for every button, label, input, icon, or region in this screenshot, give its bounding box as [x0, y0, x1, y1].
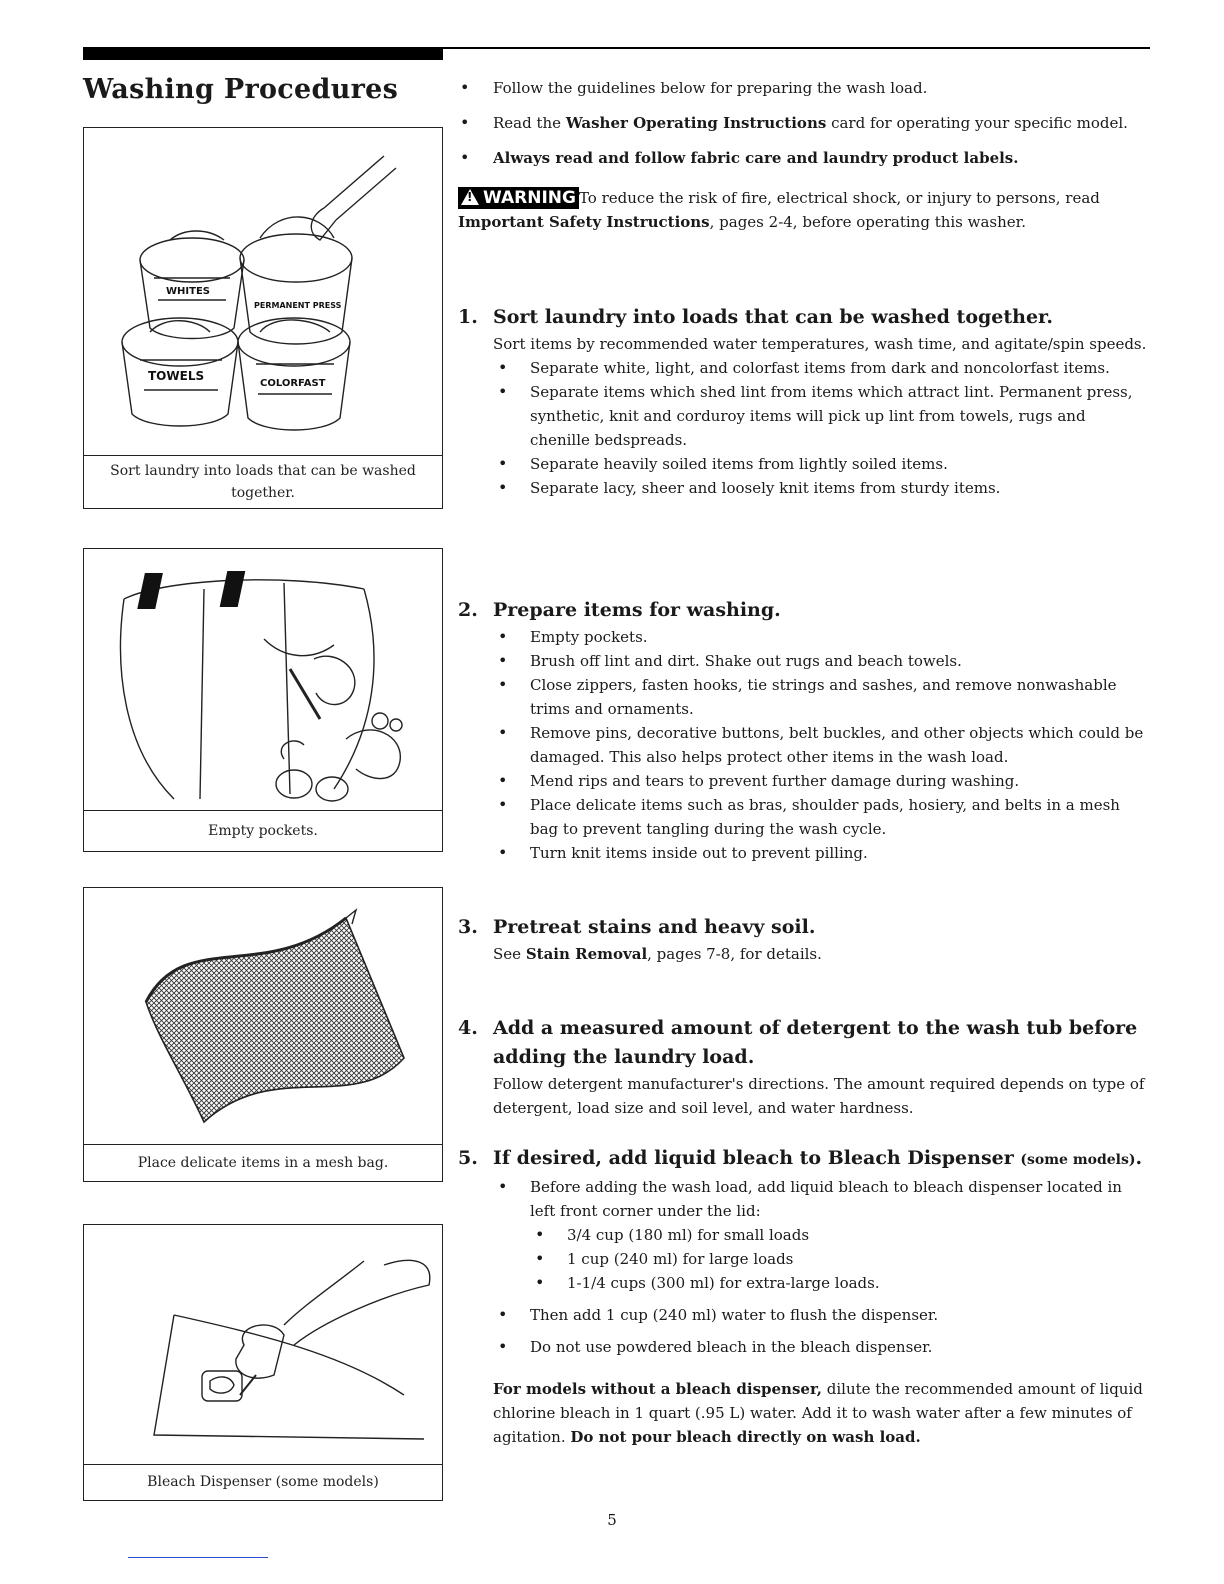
figure-caption-bleach: Bleach Dispenser (some models) — [147, 1474, 379, 1490]
footer-rule — [128, 1557, 268, 1558]
step-title: 1. Sort laundry into loads that can be washed together. — [458, 306, 1053, 328]
list-item: • Brush off lint and dirt. Shake out rugs and beach towels. — [493, 649, 1150, 673]
warning-triangle-icon — [461, 189, 479, 205]
mesh-bag-drawing — [84, 888, 442, 1144]
list-item: • Do not use powdered bleach in the bleach dispenser. — [493, 1335, 1150, 1359]
figure-bleach-dispenser — [83, 1224, 443, 1501]
step-5 — [458, 1144, 1150, 1449]
step-title: 5. If desired, add liquid bleach to Bleach Dispenser (some models). — [458, 1147, 1143, 1169]
list-item: • Empty pockets. — [493, 625, 1150, 649]
step-2-list — [458, 625, 1150, 865]
list-item: • Separate white, light, and colorfast items from dark and noncolorfast items. — [493, 356, 1150, 380]
header-rule-thin — [443, 47, 1150, 49]
intro-item: • Read the Washer Operating Instructions card for operating your specific model. — [458, 111, 1150, 135]
page-number: 5 — [607, 1511, 617, 1529]
step-5-list — [458, 1175, 1150, 1359]
bleach-drawing — [84, 1225, 442, 1464]
page-title: Washing Procedures — [83, 74, 399, 105]
basket-label-towels: TOWELS — [148, 369, 205, 383]
list-item: • Remove pins, decorative buttons, belt buckles, and other objects which could be damaged. This also helps protect other items in the wash load. — [493, 721, 1150, 769]
list-item: • Separate heavily soiled items from lightly soiled items. — [493, 452, 1150, 476]
mesh-bag-illustration — [84, 888, 442, 1145]
list-item: • Mend rips and tears to prevent further damage during washing. — [493, 769, 1150, 793]
pockets-illustration — [84, 549, 442, 811]
step-title: 3. Pretreat stains and heavy soil. — [458, 916, 816, 938]
header-rule-thick — [83, 47, 443, 60]
basket-label-permanent-press: PERMANENT PRESS — [254, 301, 342, 310]
bleach-illustration — [84, 1225, 442, 1465]
figure-sort-baskets — [83, 127, 443, 509]
list-item: • Place delicate items such as bras, shoulder pads, hosiery, and belts in a mesh bag to prevent tangling during the wash cycle. — [493, 793, 1150, 841]
operating-instructions-ref: Washer Operating Instructions — [565, 114, 827, 132]
step-body: Sort items by recommended water temperatures, wash time, and agitate/spin speeds. — [493, 335, 1147, 353]
basket-label-whites: WHITES — [166, 286, 210, 297]
list-item: • Turn knit items inside out to prevent pilling. — [493, 841, 1150, 865]
step-2 — [458, 596, 1150, 865]
list-item: • 1-1/4 cups (300 ml) for extra-large loads. — [530, 1271, 1150, 1295]
safety-instructions-ref: Important Safety Instructions — [458, 213, 710, 231]
list-item: • 3/4 cup (180 ml) for small loads — [530, 1223, 1150, 1247]
list-item: • Before adding the wash load, add liquid bleach to bleach dispenser located in left front corner under the lid: • 3/4 cup (180 ml) for small loads • 1 cup (240 ml) for large loads • 1-1/4 cups (300 ml) for extra-large loads. — [493, 1175, 1150, 1295]
basket-label-colorfast: COLORFAST — [260, 378, 326, 389]
bleach-note: For models without a bleach dispenser, dilute the recommended amount of liquid chlorine bleach in 1 quart (.95 L) water. Add it to wash water after a few minutes of agitation. Do not pour bleach directly on wash load. — [493, 1380, 1143, 1446]
list-item: • Separate lacy, sheer and loosely knit items from sturdy items. — [493, 476, 1150, 500]
figure-caption-mesh-bag: Place delicate items in a mesh bag. — [137, 1155, 389, 1171]
figure-caption-sort: Sort laundry into loads that can be washed together. — [110, 463, 416, 501]
figure-empty-pockets — [83, 548, 443, 852]
list-item: • 1 cup (240 ml) for large loads — [530, 1247, 1150, 1271]
figure-mesh-bag — [83, 887, 443, 1182]
step-title: 2. Prepare items for washing. — [458, 599, 781, 621]
list-item: • Close zippers, fasten hooks, tie strings and sashes, and remove nonwashable trims and ornaments. — [493, 673, 1150, 721]
step-3 — [458, 913, 1150, 966]
step-1 — [458, 303, 1150, 500]
list-item: • Then add 1 cup (240 ml) water to flush the dispenser. — [493, 1303, 1150, 1327]
warning-badge: !WARNING — [458, 187, 579, 209]
list-item: • Separate items which shed lint from items which attract lint. Permanent press, synthetic, knit and corduroy items will pick up lint from towels, rugs and chenille bedspreads. — [493, 380, 1150, 452]
intro-item: • Follow the guidelines below for preparing the wash load. — [458, 76, 1150, 100]
intro-list — [458, 76, 1150, 170]
bleach-amounts-list — [530, 1223, 1150, 1295]
step-1-list — [458, 356, 1150, 500]
stain-removal-ref: Stain Removal — [525, 945, 648, 963]
intro-item: • Always read and follow fabric care and laundry product labels. — [458, 146, 1150, 170]
step-4 — [458, 1014, 1150, 1120]
step-body: See Stain Removal, pages 7-8, for details. — [493, 945, 822, 963]
pockets-drawing — [84, 549, 442, 810]
figure-caption-pockets: Empty pockets. — [208, 823, 318, 839]
baskets-illustration — [84, 128, 442, 456]
step-body: Follow detergent manufacturer's directions. The amount required depends on type of detergent, load size and soil level, and water hardness. — [493, 1075, 1145, 1117]
warning-notice: !WARNING To reduce the risk of fire, electrical shock, or injury to persons, read Important Safety Instructions, pages 2-4, before operating this washer. — [458, 186, 1150, 234]
procedure-content — [458, 76, 1150, 1446]
baskets-drawing — [84, 128, 442, 455]
step-title: 4. Add a measured amount of detergent to the wash tub before adding the laundry load. — [458, 1017, 1138, 1068]
